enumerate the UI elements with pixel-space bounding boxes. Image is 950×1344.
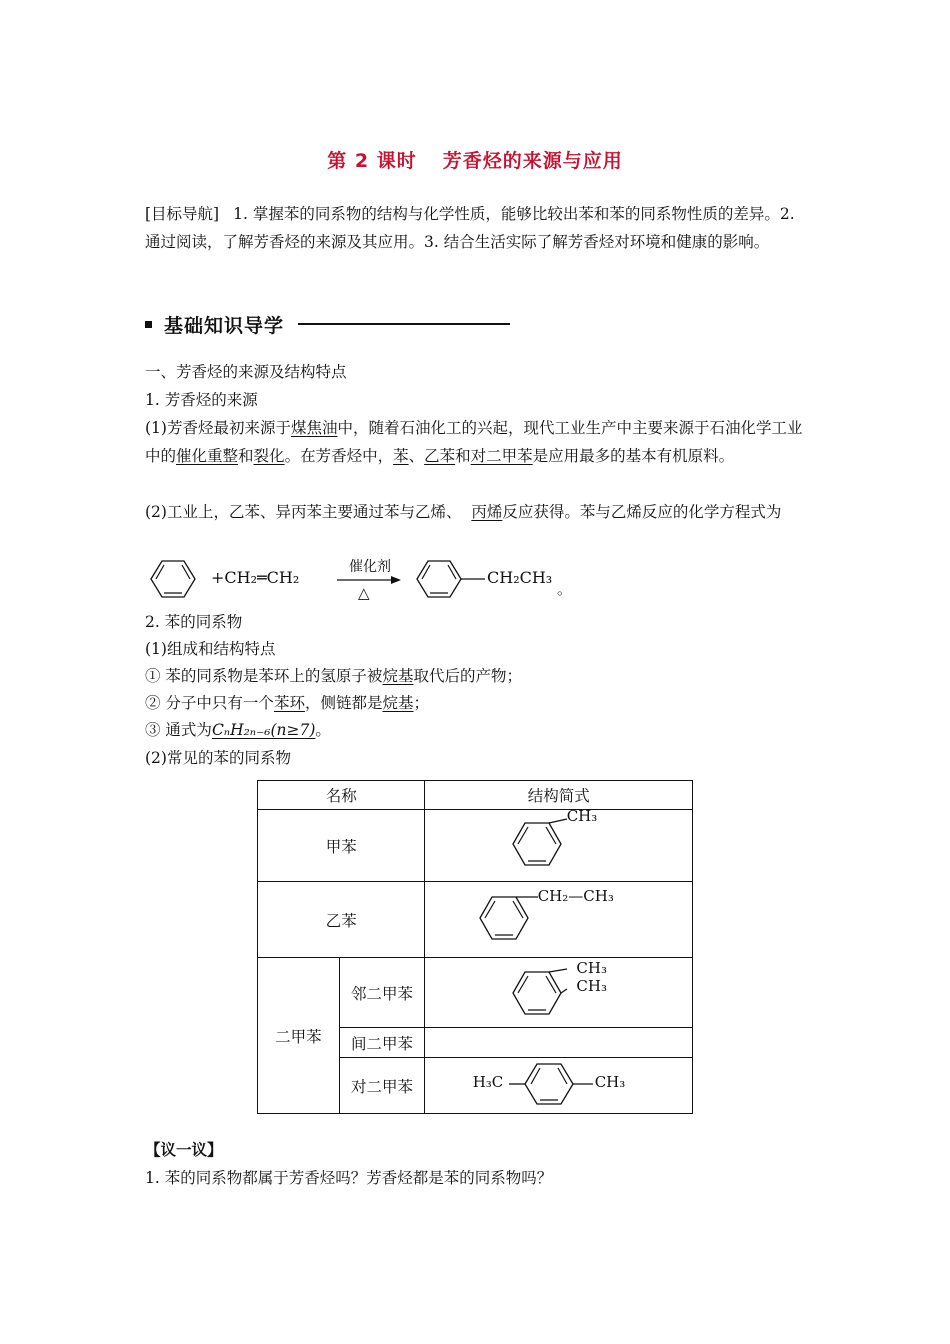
chemical-equation	[145, 552, 585, 606]
blank-answer: 对二甲苯	[470, 447, 533, 465]
blank-answer: 丙烯	[471, 503, 503, 521]
text: 是应用最多的基本有机原料。	[532, 447, 735, 465]
text: 和	[455, 447, 471, 465]
benzene-ring-icon	[476, 885, 540, 951]
blank-answer: 催化重整	[176, 447, 239, 465]
benzene-ring-icon	[411, 554, 487, 604]
header-structure: 结构简式	[425, 781, 693, 810]
section-heading	[145, 310, 510, 338]
subheading-source: 一、芳香烃的来源及结构特点	[145, 363, 347, 381]
text: (2)工业上，乙苯、异丙苯主要通过苯与乙烯、	[145, 503, 462, 521]
methyl-group: CH₃	[566, 806, 598, 825]
text: 、	[408, 447, 425, 465]
homologues-table	[257, 780, 693, 1114]
discuss-tag: 【议一议】	[145, 1140, 223, 1159]
structure-cell	[425, 1058, 693, 1114]
methyl-group-left: H₃C	[472, 1072, 504, 1091]
text: (1)芳香烃最初来源于	[145, 419, 291, 437]
text: ① 苯的同系物是苯环上的氢原子被	[145, 667, 383, 685]
page-title	[0, 146, 950, 173]
text: ；	[413, 694, 429, 712]
blank-answer: 烷基	[382, 667, 414, 685]
benzene-ring-icon	[509, 1059, 609, 1109]
text: ③ 通式为	[145, 721, 212, 739]
table-row	[258, 958, 693, 1028]
structure-cell-empty	[425, 1028, 693, 1058]
compound-name: 乙苯	[258, 882, 425, 958]
catalyst-label: 催化剂	[349, 559, 391, 575]
blank-answer: 乙苯	[424, 447, 456, 465]
lesson-number: 第 2 课时	[327, 150, 417, 172]
paragraph-source	[145, 414, 807, 470]
table-row	[258, 810, 693, 882]
subheading-composition: (1)组成和结构特点	[145, 640, 276, 658]
text: 中，随着石油化工的兴起，现代工业生产中主要来源于石油化学工业中的	[145, 419, 803, 465]
compound-name: 甲苯	[258, 810, 425, 882]
table-header-row	[258, 781, 693, 810]
blank-answer: 裂化	[253, 447, 285, 465]
subheading-homologues: 2. 苯的同系物	[145, 613, 243, 631]
group-name: 二甲苯	[258, 958, 340, 1114]
equation-end: 。	[557, 580, 573, 598]
blank-answer: 煤焦油	[290, 419, 338, 437]
blank-answer: 苯	[393, 447, 409, 465]
heading-rule	[298, 323, 510, 325]
table-row	[258, 882, 693, 958]
structure-cell	[425, 882, 693, 958]
learning-goals	[145, 200, 807, 256]
text: ，侧链都是	[304, 694, 383, 712]
discuss-question: 1. 苯的同系物都属于芳香烃吗？芳香烃都是苯的同系物吗？	[145, 1169, 553, 1187]
compound-name: 对二甲苯	[339, 1058, 425, 1114]
blank-answer: 苯环	[273, 694, 305, 712]
text: 。在芳香烃中，	[284, 447, 394, 465]
goals-tag: [目标导航]	[145, 205, 220, 223]
goals-text: 1. 掌握苯的同系物的结构与化学性质，能够比较出苯和苯的同系物性质的差异。2. 通过阅读，了解芳香烃的来源及其应用。3. 结合生活实际了解芳香烃对环境和健康的影响。	[145, 205, 795, 251]
text: 反应获得。苯与乙烯反应的化学方程式为	[502, 503, 782, 521]
text: ② 分子中只有一个	[145, 694, 274, 712]
paragraph-industry	[145, 498, 807, 526]
text: 和	[238, 447, 254, 465]
ethyl-group: CH₂—CH₃	[537, 886, 614, 905]
lesson-title: 芳香烃的来源与应用	[442, 150, 623, 172]
compound-name: 邻二甲苯	[339, 958, 425, 1028]
dimethyl-groups: CH₃ CH₃	[576, 958, 607, 995]
text: 取代后的产物；	[413, 667, 522, 685]
benzene-ring-icon	[509, 959, 569, 1023]
blank-answer: 烷基	[382, 694, 414, 712]
square-bullet-icon	[145, 321, 152, 328]
compound-name: 间二甲苯	[339, 1028, 425, 1058]
heat-condition: △	[358, 584, 370, 602]
ethylene-formula: +CH₂═CH₂	[211, 568, 300, 587]
list-item	[145, 691, 429, 715]
subheading-common-homologues: (2)常见的苯的同系物	[145, 749, 291, 767]
subheading-source-1: 1. 芳香烃的来源	[145, 391, 258, 409]
section-heading-text: 基础知识导学	[164, 314, 285, 337]
ethyl-group-formula: CH₂CH₃	[487, 568, 553, 587]
header-name: 名称	[258, 781, 425, 810]
methyl-group-right: CH₃	[594, 1072, 626, 1091]
benzene-ring-icon	[509, 813, 569, 875]
list-item	[145, 664, 522, 688]
structure-cell	[425, 958, 693, 1028]
list-item	[145, 718, 331, 742]
benzene-ring-icon	[145, 554, 201, 604]
text: 。	[315, 721, 331, 739]
structure-cell	[425, 806, 693, 882]
general-formula: CₙH₂ₙ₋₆(n≥7)	[211, 721, 316, 739]
